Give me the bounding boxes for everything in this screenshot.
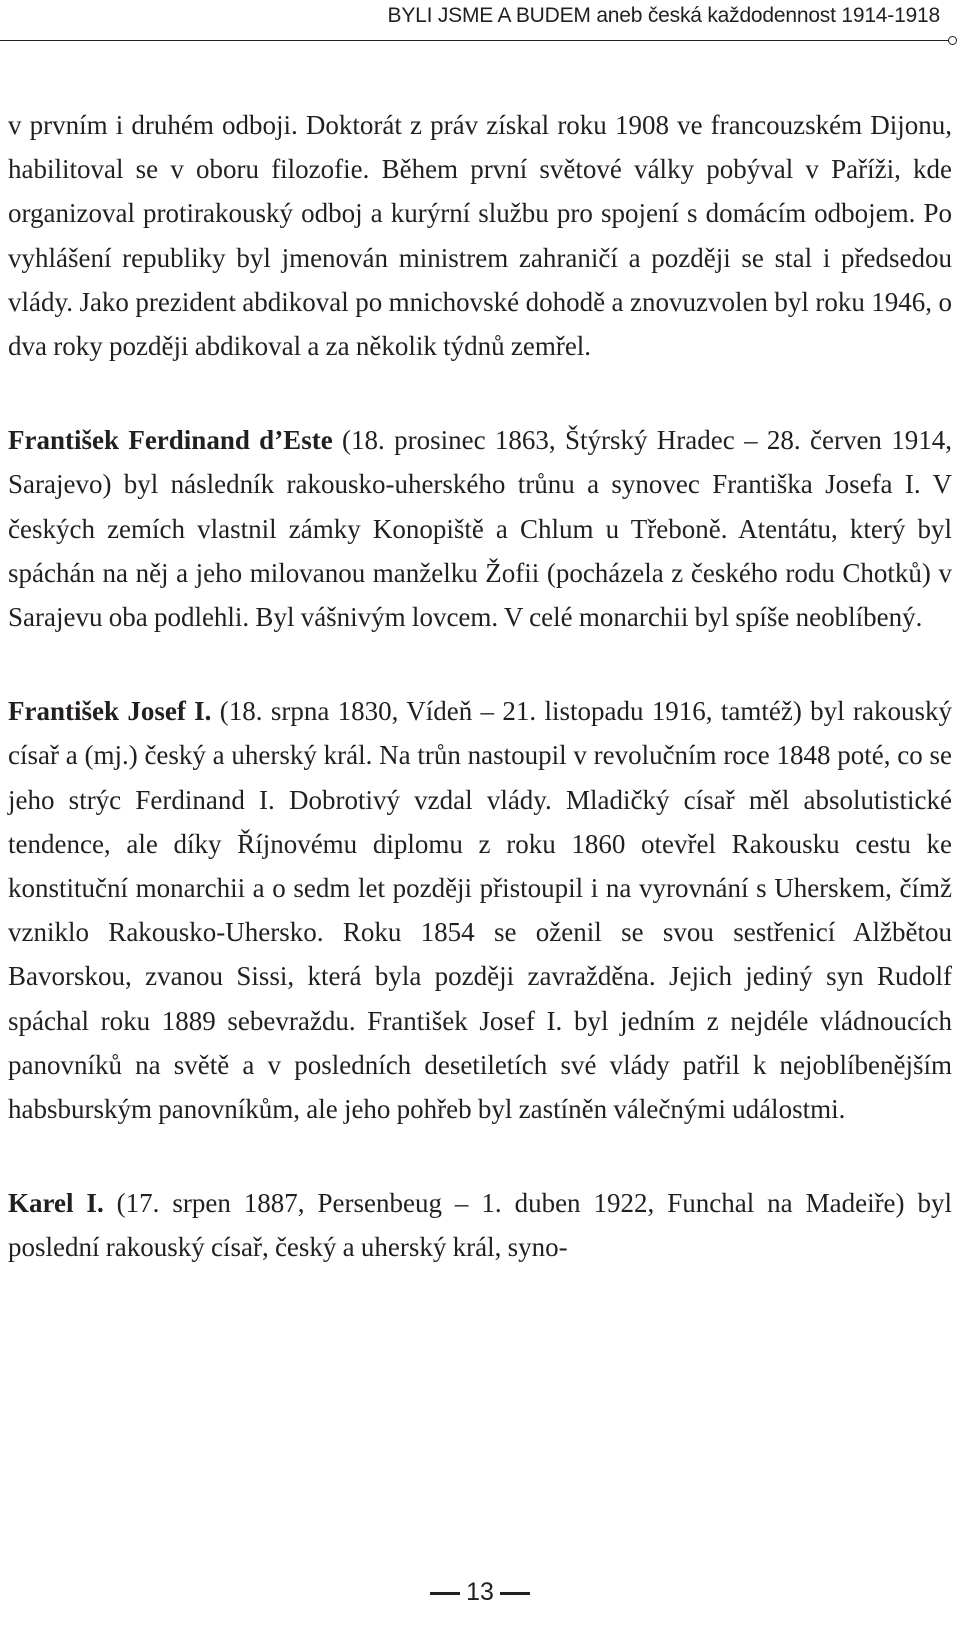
entry-name: František Ferdinand d’Este (8, 425, 333, 456)
paragraph-text: (18. prosinec 1863, Štýrský Hradec – 28. červen 1914, Sarajevo) byl následník rakousko-uherského trůnu a synovec Františka Josefa I. V českých zemích vlastnil zámky Konopiště a Chlum u Třeboně. Atentátu, který byl spáchán na něj a jeho milovanou manželku Žofii (pocházela z českého rodu Chotků) v Sarajevu oba podlehli. Byl vášnivým lovcem. V celé monarchii byl spíše neoblíbený. (8, 425, 952, 633)
page-number (0, 1578, 960, 1607)
header-rule (0, 40, 948, 41)
paragraph-frantisek-ferdinand (8, 418, 952, 639)
running-header: BYLI JSME A BUDEM aneb česká každodennost 1914-1918 (387, 4, 940, 27)
entry-name: František Josef I. (8, 696, 212, 727)
paragraph-text: (18. srpna 1830, Vídeň – 21. listopadu 1916, tamtéž) byl rakouský císař a (mj.) český a uherský král. Na trůn nastoupil v revolučním roce 1848 poté, co se jeho strýc Ferdinand I. Dobrotivý vzdal vlády. Mladičký císař měl absolutistické tendence, ale díky Říjnovému diplomu z roku 1860 otevřel Rakousku cestu ke konstituční monarchii a o sedm let později přistoupil i na vyrovnání s Uherskem, čímž vzniklo Rakousko-Uhersko. Roku 1854 se oženil se svou sestřenicí Alžbětou Bavorskou, zvanou Sissi, která byla později zavražděna. Jejich jediný syn Rudolf spáchal roku 1889 sebevraždu. František Josef I. byl jedním z nejdéle vládnoucích panovníků na světě a v posledních desetiletích své vlády patřil k nejoblíbenějším habsburským panovníkům, ale jeho pohřeb byl zastíněn válečnými událostmi. (8, 696, 952, 1125)
body-text (8, 103, 952, 1270)
paragraph-frantisek-josef (8, 689, 952, 1131)
paragraph-text: v prvním i druhém odboji. Doktorát z práv získal roku 1908 ve francouzském Dijonu, habilitoval se v oboru filozofie. Během první světové války pobýval v Paříži, kde organizoval protirakouský odboj a kurýrní službu pro spojení s domácím odbojem. Po vyhlášení republiky byl jmenován ministrem zahraničí a později se stal i předsedou vlády. Jako prezident abdikoval po mnichovské dohodě a znovuzvolen byl roku 1946, o dva roky později abdikoval a za několik týdnů zemřel. (8, 110, 952, 362)
page-number-dash-right (500, 1592, 530, 1595)
paragraph-karel (8, 1181, 952, 1269)
entry-name: Karel I. (8, 1188, 104, 1219)
paragraph-text: (17. srpen 1887, Persenbeug – 1. duben 1922, Funchal na Madeiře) byl poslední rakouský císař, český a uherský král, syno- (8, 1188, 952, 1263)
header-rule-ornament (948, 36, 957, 45)
paragraph-benes-continuation (8, 103, 952, 368)
page-number-value: 13 (466, 1578, 494, 1606)
page-number-dash-left (430, 1592, 460, 1595)
